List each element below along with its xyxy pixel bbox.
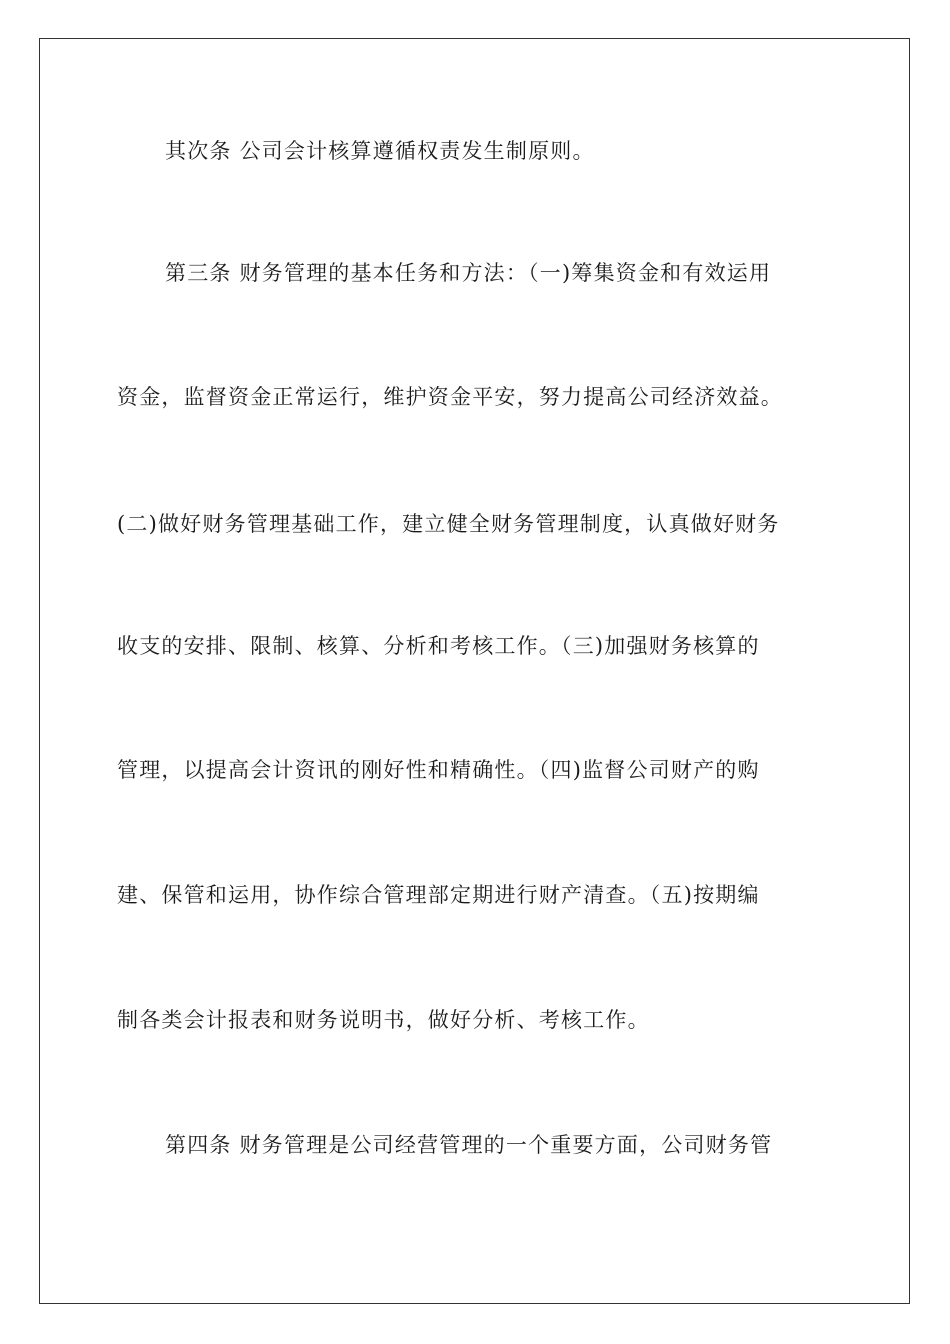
article-3-line-6: 建、保管和运用，协作综合管理部定期进行财产清查。（五)按期编 xyxy=(117,883,760,907)
article-3-line-2: 资金，监督资金正常运行，维护资金平安，努力提高公司经济效益。 xyxy=(117,385,783,409)
article-3-line-1: 第三条 财务管理的基本任务和方法：（一)筹集资金和有效运用 xyxy=(165,261,772,285)
article-3-line-3: (二)做好财务管理基础工作，建立健全财务管理制度，认真做好财务 xyxy=(117,512,780,536)
page-border xyxy=(39,38,910,1304)
article-3-line-7: 制各类会计报表和财务说明书，做好分析、考核工作。 xyxy=(117,1008,650,1032)
article-4-line-1: 第四条 财务管理是公司经营管理的一个重要方面，公司财务管 xyxy=(165,1133,773,1157)
article-3-line-5: 管理，以提高会计资讯的刚好性和精确性。（四)监督公司财产的购 xyxy=(117,758,760,782)
article-2-line: 其次条 公司会计核算遵循权责发生制原则。 xyxy=(165,139,595,163)
article-3-line-4: 收支的安排、限制、核算、分析和考核工作。（三)加强财务核算的 xyxy=(117,634,760,658)
